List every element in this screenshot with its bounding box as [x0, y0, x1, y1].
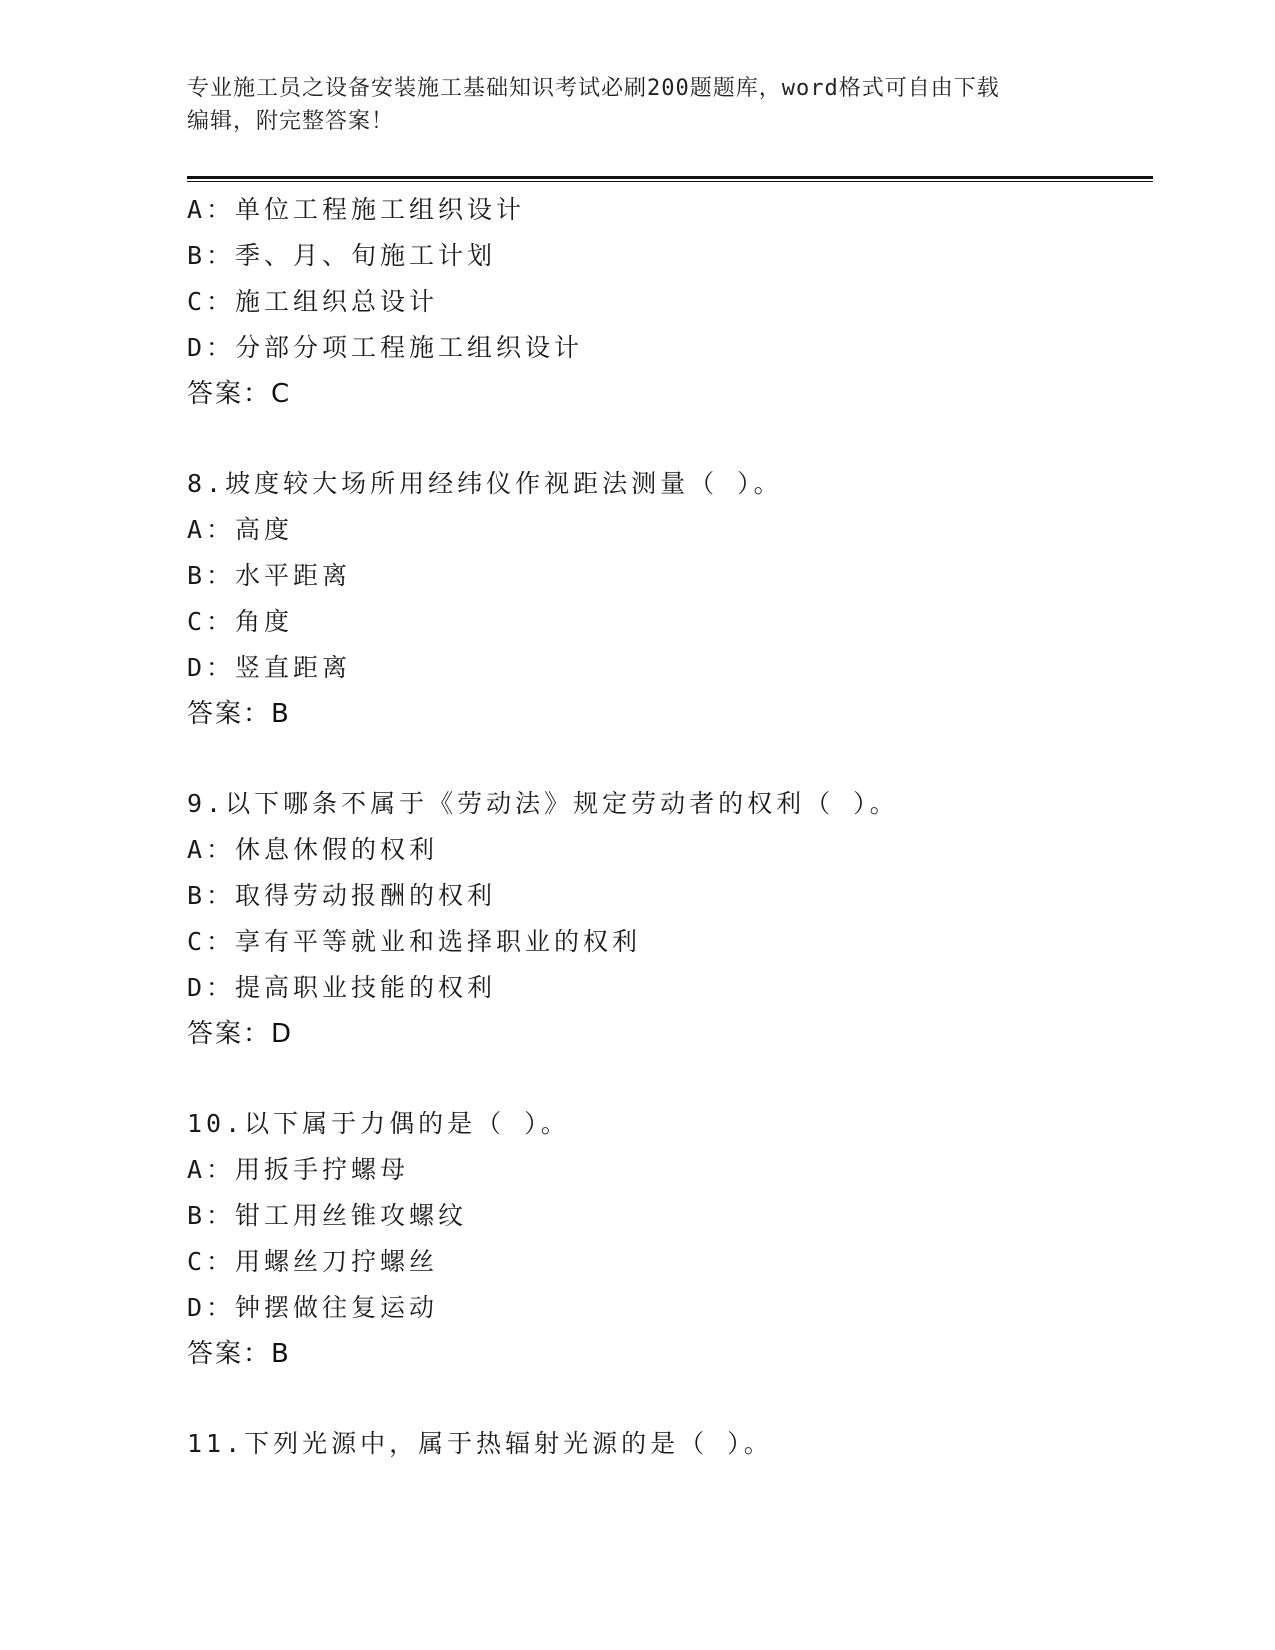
- spacer: [187, 1057, 1147, 1101]
- question-title: 10.以下属于力偶的是（ ）。: [187, 1109, 570, 1138]
- question-block-10: [187, 1101, 1147, 1377]
- answer: 答案：C: [187, 379, 292, 409]
- question-title: 9.以下哪条不属于《劳动法》规定劳动者的权利（ ）。: [187, 789, 899, 818]
- option-d: D：提高职业技能的权利: [187, 973, 497, 1002]
- question-title: 11.下列光源中，属于热辐射光源的是（ ）。: [187, 1429, 773, 1458]
- question-title: 8.坡度较大场所用经纬仪作视距法测量（ ）。: [187, 469, 783, 498]
- option-b: B：钳工用丝锥攻螺纹: [187, 1201, 468, 1230]
- document-header: [187, 72, 1067, 138]
- answer: 答案：D: [187, 1019, 294, 1049]
- header-line-2: 编辑，附完整答案！: [187, 109, 395, 134]
- option-d: D：钟摆做往复运动: [187, 1293, 439, 1322]
- option-a: A：用扳手拧螺母: [187, 1155, 410, 1184]
- option-c: C：享有平等就业和选择职业的权利: [187, 927, 642, 956]
- option-b: B：水平距离: [187, 561, 352, 590]
- option-c: C：角度: [187, 607, 294, 636]
- option-a: A：休息休假的权利: [187, 835, 439, 864]
- question-block-7: [187, 187, 1147, 417]
- spacer: [187, 737, 1147, 781]
- answer: 答案：B: [187, 699, 291, 729]
- question-block-11: [187, 1421, 1147, 1467]
- spacer: [187, 1377, 1147, 1421]
- option-a: A：高度: [187, 515, 294, 544]
- option-a: A：单位工程施工组织设计: [187, 195, 526, 224]
- answer: 答案：B: [187, 1339, 291, 1369]
- question-list: [187, 187, 1147, 1467]
- header-rule-thick: [187, 176, 1153, 179]
- option-d: D：分部分项工程施工组织设计: [187, 333, 584, 362]
- question-block-8: [187, 461, 1147, 737]
- option-d: D：竖直距离: [187, 653, 352, 682]
- header-rule-thin: [187, 181, 1153, 182]
- option-b: B：取得劳动报酬的权利: [187, 881, 497, 910]
- question-block-9: [187, 781, 1147, 1057]
- option-c: C：施工组织总设计: [187, 287, 439, 316]
- option-c: C：用螺丝刀拧螺丝: [187, 1247, 439, 1276]
- option-b: B：季、月、旬施工计划: [187, 241, 497, 270]
- spacer: [187, 417, 1147, 461]
- header-line-1: 专业施工员之设备安装施工基础知识考试必刷200题题库，word格式可自由下载: [187, 76, 1000, 101]
